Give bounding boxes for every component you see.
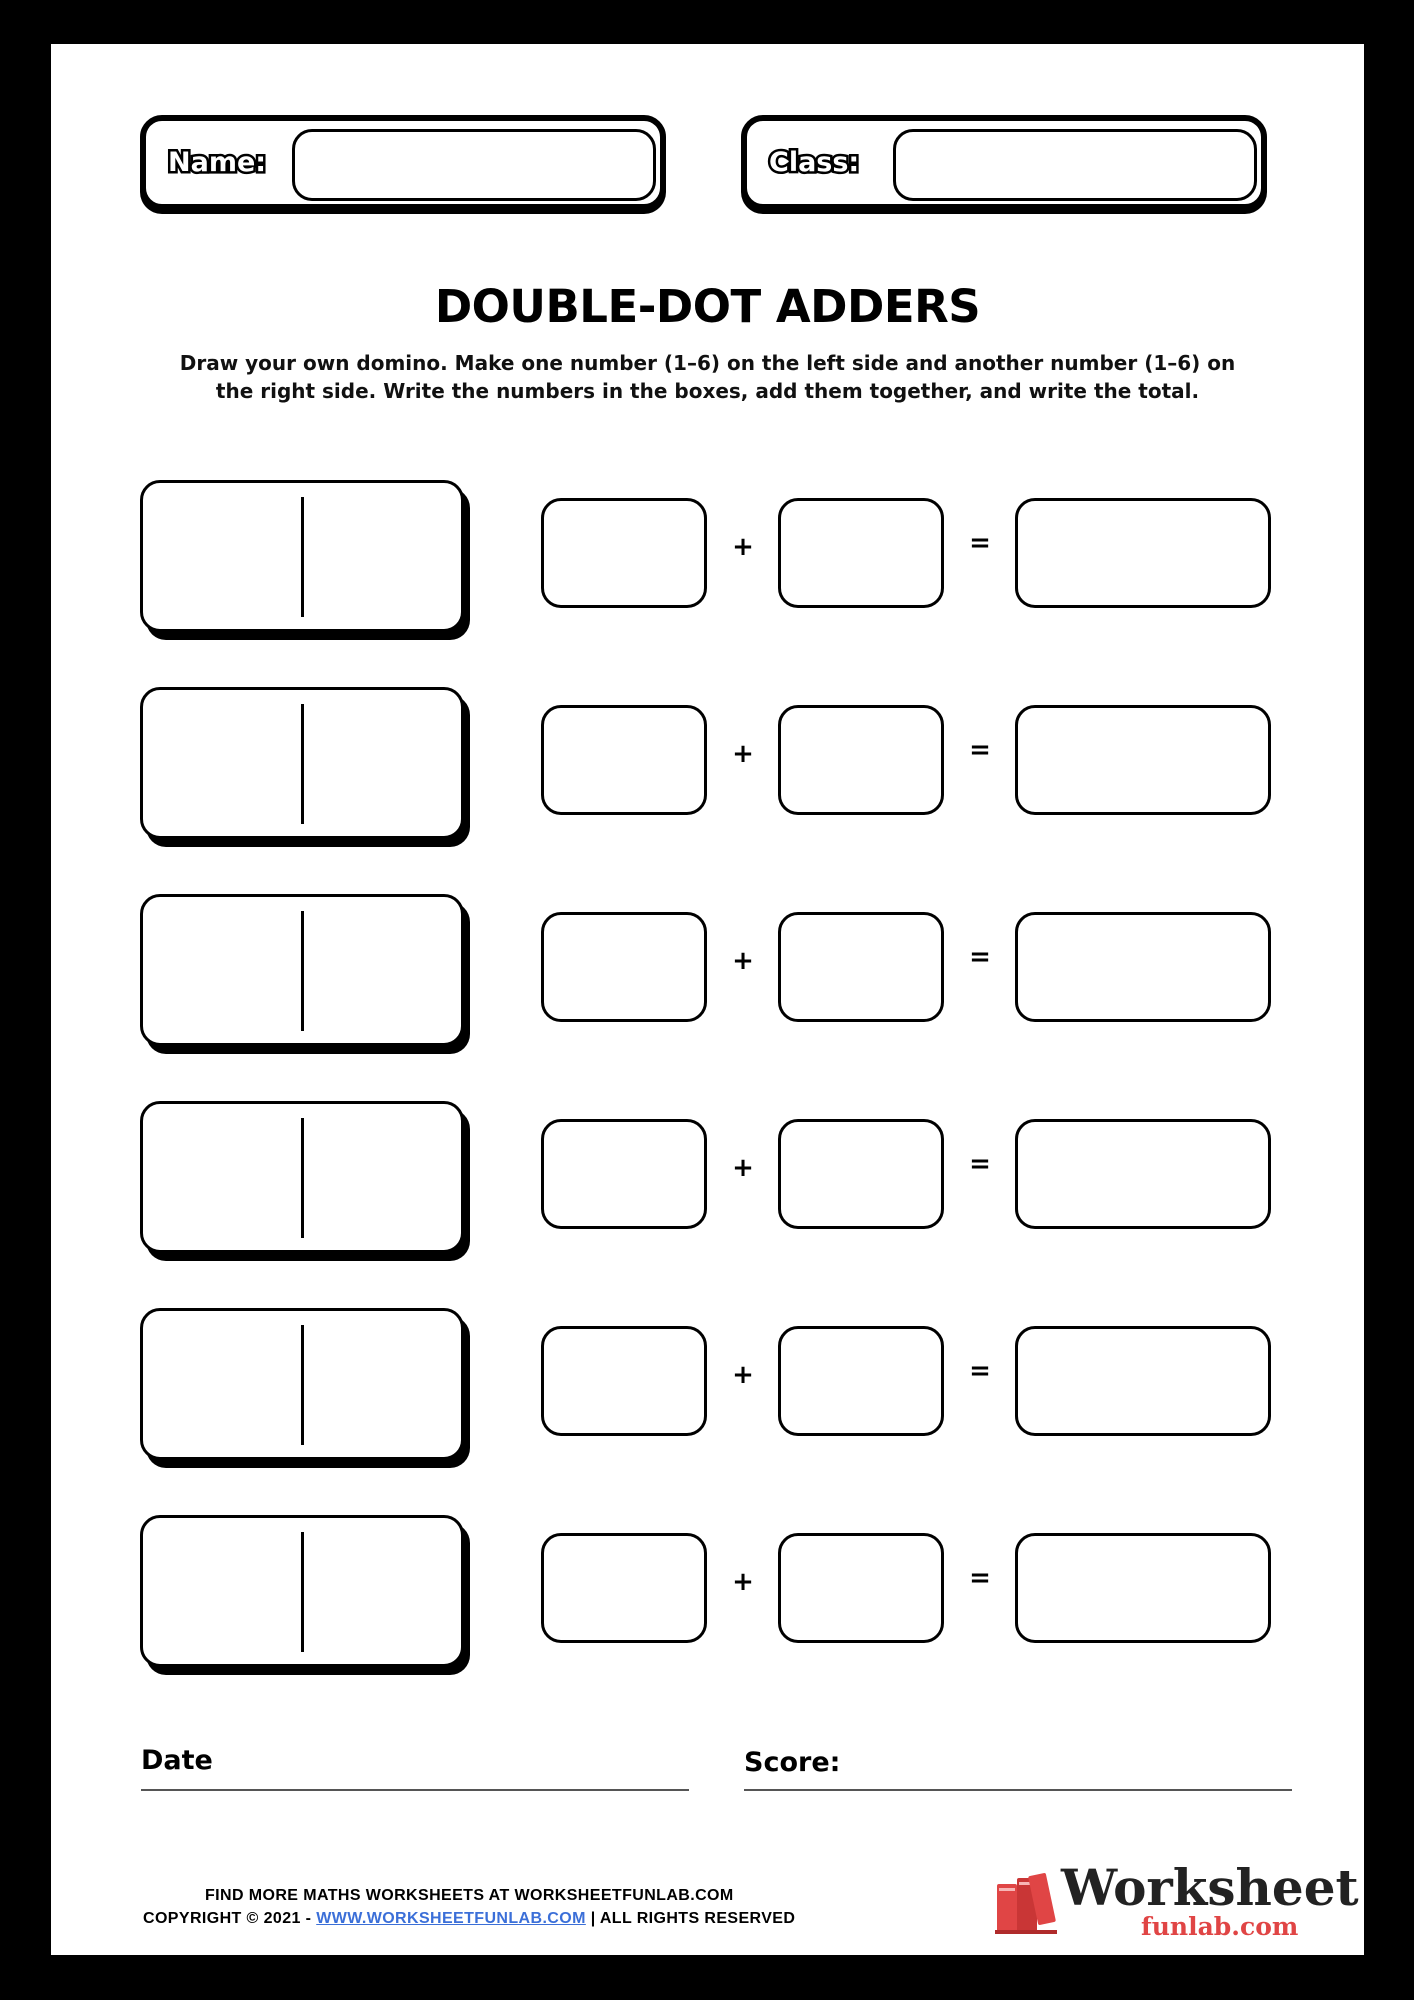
- left-number-box[interactable]: [541, 498, 707, 608]
- exercise-row: [51, 687, 1364, 857]
- domino-box[interactable]: [140, 894, 464, 1046]
- left-number-box[interactable]: [541, 1533, 707, 1643]
- total-box[interactable]: [1015, 1326, 1271, 1436]
- exercise-row: [51, 894, 1364, 1064]
- plus-sign: +: [732, 946, 754, 976]
- right-number-box[interactable]: [778, 1533, 944, 1643]
- domino-divider: [301, 1118, 304, 1238]
- total-box[interactable]: [1015, 1119, 1271, 1229]
- left-number-box[interactable]: [541, 912, 707, 1022]
- class-input[interactable]: [893, 129, 1257, 201]
- website-link[interactable]: WWW.WORKSHEETFUNLAB.COM: [316, 1910, 586, 1927]
- exercise-row: [51, 480, 1364, 650]
- class-field: [741, 115, 1267, 210]
- equals-sign: =: [969, 942, 991, 972]
- domino-box[interactable]: [140, 1101, 464, 1253]
- copyright-text: COPYRIGHT © 2021 -: [143, 1910, 312, 1927]
- plus-sign: +: [732, 1567, 754, 1597]
- plus-sign: +: [732, 532, 754, 562]
- domino-divider: [301, 704, 304, 824]
- right-number-box[interactable]: [778, 1119, 944, 1229]
- logo-word: Worksheet: [1061, 1858, 1359, 1917]
- exercise-row: [51, 1515, 1364, 1685]
- name-field: [140, 115, 666, 210]
- date-line[interactable]: [141, 1789, 689, 1791]
- domino-divider: [301, 497, 304, 617]
- instructions: Draw your own domino. Make one number (1–6) on the left side and another number (1–6) on the right side. Write the numbers in the boxes, add them together, and write the total.: [179, 351, 1236, 403]
- equals-sign: =: [969, 735, 991, 765]
- left-number-box[interactable]: [541, 705, 707, 815]
- date-label: Date: [141, 1745, 213, 1776]
- name-label: Name:: [168, 147, 267, 178]
- logo-sub: funlab.com: [1141, 1912, 1299, 1941]
- right-number-box[interactable]: [778, 912, 944, 1022]
- plus-sign: +: [732, 739, 754, 769]
- plus-sign: +: [732, 1153, 754, 1183]
- domino-box[interactable]: [140, 687, 464, 839]
- brand-logo: [991, 1858, 1359, 1944]
- plus-sign: +: [732, 1360, 754, 1390]
- score-line[interactable]: [744, 1789, 1292, 1791]
- equals-sign: =: [969, 1356, 991, 1386]
- worksheet-page: [51, 44, 1364, 1955]
- equals-sign: =: [969, 528, 991, 558]
- right-number-box[interactable]: [778, 498, 944, 608]
- domino-box[interactable]: [140, 480, 464, 632]
- equals-sign: =: [969, 1149, 991, 1179]
- rights-text: | ALL RIGHTS RESERVED: [590, 1910, 796, 1927]
- domino-divider: [301, 911, 304, 1031]
- right-number-box[interactable]: [778, 1326, 944, 1436]
- page-title: DOUBLE-DOT ADDERS: [434, 280, 981, 333]
- domino-box[interactable]: [140, 1308, 464, 1460]
- exercise-row: [51, 1308, 1364, 1478]
- class-label: Class:: [769, 147, 860, 178]
- credit-line-2: [143, 1910, 795, 1928]
- equals-sign: =: [969, 1563, 991, 1593]
- domino-divider: [301, 1532, 304, 1652]
- left-number-box[interactable]: [541, 1119, 707, 1229]
- credit-line-1: FIND MORE MATHS WORKSHEETS AT WORKSHEETFUNLAB.COM: [205, 1887, 734, 1904]
- total-box[interactable]: [1015, 498, 1271, 608]
- name-input[interactable]: [292, 129, 656, 201]
- right-number-box[interactable]: [778, 705, 944, 815]
- exercise-row: [51, 1101, 1364, 1271]
- total-box[interactable]: [1015, 705, 1271, 815]
- books-icon: [995, 1870, 1059, 1936]
- score-label: Score:: [744, 1747, 841, 1778]
- left-number-box[interactable]: [541, 1326, 707, 1436]
- total-box[interactable]: [1015, 1533, 1271, 1643]
- domino-box[interactable]: [140, 1515, 464, 1667]
- total-box[interactable]: [1015, 912, 1271, 1022]
- domino-divider: [301, 1325, 304, 1445]
